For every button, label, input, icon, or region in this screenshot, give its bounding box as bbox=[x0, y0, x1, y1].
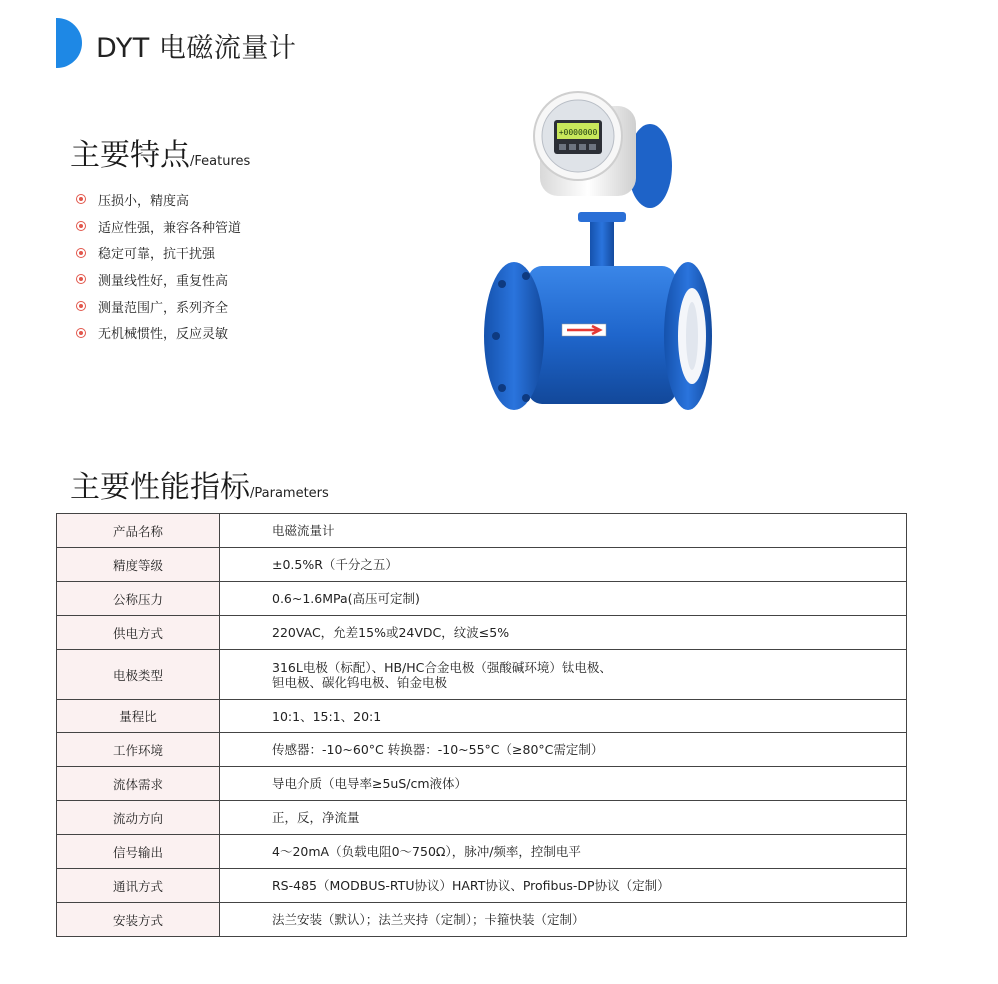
param-value: 0.6~1.6MPa(高压可定制) bbox=[220, 582, 907, 616]
table-row bbox=[57, 869, 907, 903]
feature-text: 适应性强，兼容各种管道 bbox=[98, 220, 242, 236]
features-heading bbox=[70, 130, 250, 174]
feature-item bbox=[76, 239, 241, 266]
feature-text: 稳定可靠，抗干扰强 bbox=[98, 247, 216, 263]
display-reading: +0000000 bbox=[558, 128, 598, 137]
feature-item bbox=[76, 266, 241, 293]
param-value: ±0.5%R（千分之五） bbox=[220, 548, 907, 582]
param-key: 公称压力 bbox=[57, 582, 220, 616]
param-value-line: 316L电极（标配）、HB/HC合金电极（强酸碱环境）钛电极、 bbox=[272, 659, 612, 675]
table-row bbox=[57, 514, 907, 548]
feature-item bbox=[76, 213, 241, 240]
table-row bbox=[57, 582, 907, 616]
param-value: 传感器：-10~60°C 转换器：-10~55°C（≥80°C需定制） bbox=[220, 733, 907, 767]
table-row bbox=[57, 616, 907, 650]
param-value: 220VAC，允差15%或24VDC，纹波≤5% bbox=[220, 616, 907, 650]
param-key: 产品名称 bbox=[57, 514, 220, 548]
param-key: 电极类型 bbox=[57, 650, 220, 700]
param-value: 电磁流量计 bbox=[220, 514, 907, 548]
feature-text: 无机械惯性，反应灵敏 bbox=[98, 327, 229, 343]
param-key: 信号输出 bbox=[57, 835, 220, 869]
feature-item bbox=[76, 293, 241, 320]
param-key: 精度等级 bbox=[57, 548, 220, 582]
page-header bbox=[0, 18, 600, 68]
param-value: 正，反，净流量 bbox=[220, 801, 907, 835]
parameters-title: 主要性能指标 bbox=[70, 470, 250, 505]
param-value-line: 钽电极、碳化钨电极、铂金电极 bbox=[272, 674, 448, 690]
param-key: 量程比 bbox=[57, 700, 220, 733]
feature-text: 压损小，精度高 bbox=[98, 193, 190, 209]
param-key: 供电方式 bbox=[57, 616, 220, 650]
feature-item bbox=[76, 186, 241, 213]
param-key: 流动方向 bbox=[57, 801, 220, 835]
param-key: 工作环境 bbox=[57, 733, 220, 767]
target-bullet-icon bbox=[76, 248, 86, 258]
feature-item bbox=[76, 319, 241, 346]
feature-text: 测量范围广，系列齐全 bbox=[98, 300, 229, 316]
param-value: 导电介质（电导率≥5uS/cm液体） bbox=[220, 767, 907, 801]
target-bullet-icon bbox=[76, 274, 86, 284]
table-row bbox=[57, 733, 907, 767]
features-title: 主要特点 bbox=[70, 138, 190, 173]
target-bullet-icon bbox=[76, 194, 86, 204]
param-key: 通讯方式 bbox=[57, 869, 220, 903]
param-key: 流体需求 bbox=[57, 767, 220, 801]
features-list bbox=[76, 186, 241, 346]
feature-text: 测量线性好，重复性高 bbox=[98, 273, 229, 289]
table-row bbox=[57, 548, 907, 582]
param-value: 10:1、15:1、20:1 bbox=[220, 700, 907, 733]
target-bullet-icon bbox=[76, 301, 86, 311]
parameters-heading bbox=[70, 462, 329, 506]
features-subtitle: /Features bbox=[190, 154, 251, 169]
target-bullet-icon bbox=[76, 328, 86, 338]
table-row bbox=[57, 650, 907, 700]
table-row bbox=[57, 767, 907, 801]
param-key: 安装方式 bbox=[57, 903, 220, 937]
page-title: DYT 电磁流量计 bbox=[96, 33, 297, 64]
table-row bbox=[57, 835, 907, 869]
flowmeter-product-image bbox=[480, 86, 720, 416]
table-row bbox=[57, 801, 907, 835]
parameters-table bbox=[56, 513, 907, 937]
table-row bbox=[57, 700, 907, 733]
param-value-multiline bbox=[220, 650, 907, 700]
target-bullet-icon bbox=[76, 221, 86, 231]
table-row bbox=[57, 903, 907, 937]
title-accent-bar bbox=[56, 18, 82, 68]
param-value: 法兰安装（默认）；法兰夹持（定制）；卡箍快装（定制） bbox=[220, 903, 907, 937]
param-value: 4～20mA（负载电阻0～750Ω），脉冲/频率，控制电平 bbox=[220, 835, 907, 869]
parameters-subtitle: /Parameters bbox=[250, 486, 329, 501]
param-value: RS-485（MODBUS-RTU协议）HART协议、Profibus-DP协议（定制） bbox=[220, 869, 907, 903]
